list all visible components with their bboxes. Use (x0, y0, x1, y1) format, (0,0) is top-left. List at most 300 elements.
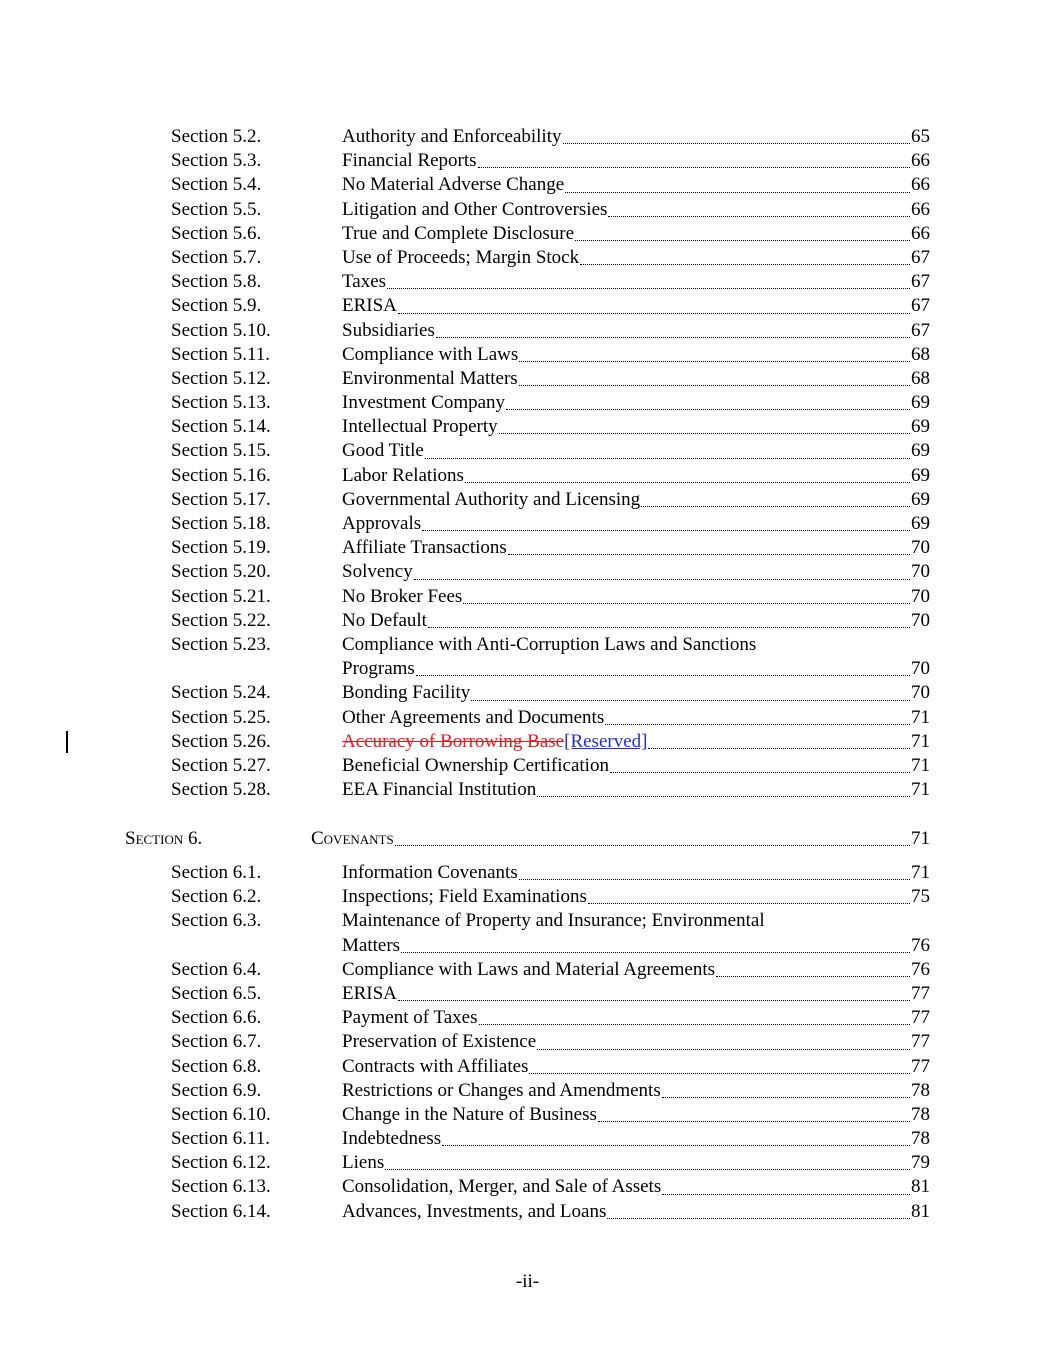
toc-entry-number: Section 6.1. (171, 862, 262, 883)
toc-entry-title: Compliance with Laws and Material Agreements (342, 958, 716, 980)
dot-leader (425, 457, 910, 459)
dot-leader (607, 1217, 910, 1219)
toc-entry-title-block (342, 1200, 930, 1224)
dot-leader (529, 1072, 910, 1074)
toc-entry-page: 81 (911, 1176, 930, 1198)
toc-entry-number: Section 5.5. (171, 198, 262, 220)
toc-entry[interactable] (0, 1079, 1055, 1103)
toc-entry-title-block (342, 367, 930, 391)
dot-leader (641, 505, 910, 507)
toc-entry-number: Section 5.11. (171, 343, 271, 365)
toc-entry[interactable] (0, 585, 1055, 609)
toc-entry[interactable] (0, 125, 1055, 149)
toc-entry-title: Governmental Authority and Licensing (342, 488, 641, 510)
toc-entry-number: Section 5.12. (171, 367, 271, 389)
toc-section-6-list (0, 861, 1055, 1224)
toc-entry-page: 69 (911, 440, 930, 462)
toc-entry[interactable] (0, 343, 1055, 367)
dot-leader (716, 975, 910, 977)
toc-entry-title-line (342, 1030, 930, 1054)
toc-entry-title-block (342, 1030, 930, 1054)
toc-entry-number: Section 6.5. (171, 982, 262, 1004)
toc-entry-title-line (342, 657, 930, 681)
toc-entry-title-line (342, 1200, 930, 1224)
page-footer-number: -ii- (515, 1271, 540, 1292)
toc-entry-page: 78 (911, 1079, 930, 1101)
toc-entry-title-block (342, 1006, 930, 1030)
toc-entry-page: 77 (911, 982, 930, 1004)
toc-entry-page: 81 (911, 1200, 930, 1222)
toc-entry-title-block (342, 681, 930, 705)
toc-entry[interactable] (0, 222, 1055, 246)
toc-entry-number: Section 5.24. (171, 682, 271, 704)
toc-entry-number: Section 5.25. (171, 706, 271, 728)
toc-entry-title: Indebtedness (342, 1128, 442, 1150)
toc-entry-page: 71 (911, 862, 930, 883)
section-6-page: 71 (911, 828, 930, 849)
toc-entry-title-line (342, 246, 930, 270)
toc-entry-number: Section 5.4. (171, 174, 262, 196)
toc-entry-page: 78 (911, 1128, 930, 1150)
toc-entry-title-line (342, 681, 930, 705)
toc-entry[interactable] (0, 1030, 1055, 1054)
toc-entry-title-line (342, 1103, 930, 1127)
toc-entry-title: Restrictions or Changes and Amendments (342, 1079, 661, 1101)
dot-leader (563, 142, 911, 144)
inserted-text: [Reserved] (564, 730, 648, 752)
toc-entry[interactable] (0, 1151, 1055, 1175)
toc-entry-title-line (342, 1055, 930, 1079)
toc-entry-title-block (342, 512, 930, 536)
section-6-title: Covenants (311, 828, 394, 849)
toc-entry-title-continued: Matters (342, 934, 401, 956)
toc-entry-page: 67 (911, 295, 930, 317)
toc-entry-title: Intellectual Property (342, 416, 498, 438)
toc-entry-page: 68 (911, 343, 930, 365)
toc-entry-title-line (342, 706, 930, 730)
dot-leader (610, 771, 910, 773)
dot-leader (565, 191, 910, 193)
toc-entry-title: Financial Reports (342, 150, 477, 172)
deleted-text: Accuracy of Borrowing Base (342, 730, 565, 752)
toc-entry-page: 69 (911, 488, 930, 510)
toc-entry-page: 71 (911, 706, 930, 728)
toc-entry-number: Section 5.19. (171, 537, 271, 559)
toc-entry-title-block (342, 861, 930, 885)
toc-entry-page: 79 (911, 1152, 930, 1174)
toc-entry-title-line (342, 560, 930, 584)
toc-entry-title-line (342, 464, 930, 488)
toc-entry-title-block (342, 222, 930, 246)
toc-entry-number: Section 6.13. (171, 1176, 271, 1198)
dot-leader (519, 384, 910, 386)
toc-entry-title-line (342, 585, 930, 609)
toc-entry-title: Environmental Matters (342, 367, 518, 389)
toc-entry-title-block (342, 536, 930, 560)
toc-entry-title-block (342, 982, 930, 1006)
dot-leader (442, 1144, 910, 1146)
toc-entry-title: True and Complete Disclosure (342, 222, 575, 244)
toc-entry-title-block (342, 343, 930, 367)
dot-leader (401, 951, 910, 953)
toc-entry-page: 66 (911, 150, 930, 172)
dot-leader (465, 481, 910, 483)
toc-entry-title-line (342, 512, 930, 536)
toc-entry-title: Use of Proceeds; Margin Stock (342, 246, 580, 268)
dot-leader (387, 287, 910, 289)
toc-entry-page: 66 (911, 222, 930, 244)
toc-entry-title-line (342, 1006, 930, 1030)
toc-entry[interactable] (0, 1175, 1055, 1199)
toc-entry-title-block (342, 198, 930, 222)
toc-entry-title-block (342, 778, 930, 802)
toc-entry-title: ERISA (342, 982, 397, 1004)
toc-entry[interactable] (0, 198, 1055, 222)
toc-entry[interactable] (0, 246, 1055, 270)
toc-entry-page: 77 (911, 1055, 930, 1077)
dot-leader (580, 263, 910, 265)
toc-entry-number: Section 5.6. (171, 222, 262, 244)
toc-entry-title-line (342, 861, 930, 885)
toc-entry-title-block (342, 464, 930, 488)
toc-entry[interactable] (0, 536, 1055, 560)
toc-entry[interactable] (0, 415, 1055, 439)
toc-entry[interactable] (0, 294, 1055, 318)
toc-entry-title-line (342, 439, 930, 463)
toc-entry-page: 70 (911, 658, 930, 680)
toc-entry-title-line (342, 391, 930, 415)
toc-entry-title: Information Covenants (342, 862, 518, 883)
toc-entry-number: Section 6.14. (171, 1200, 271, 1222)
toc-entry-number: Section 5.23. (171, 633, 271, 655)
toc-entry-title-block (342, 1127, 930, 1151)
toc-entry-title-block (342, 439, 930, 463)
dot-leader (414, 578, 910, 580)
toc-entry-title-block (342, 585, 930, 609)
toc-entry-title-block (342, 270, 930, 294)
dot-leader (605, 723, 910, 725)
toc-entry-title-block (342, 125, 930, 149)
toc-entry-title-line (342, 270, 930, 294)
toc-entry-page: 75 (911, 886, 930, 908)
dot-leader (598, 1120, 910, 1122)
toc-entry[interactable] (0, 1127, 1055, 1151)
toc-entry-title-line (342, 536, 930, 560)
toc-entry-number: Section 6.11. (171, 1128, 271, 1150)
toc-entry-title: No Material Adverse Change (342, 174, 565, 196)
toc-entry-title-line (342, 982, 930, 1006)
toc-entry[interactable] (0, 149, 1055, 173)
toc-entry-title: Consolidation, Merger, and Sale of Assets (342, 1176, 662, 1198)
toc-entry-page: 69 (911, 416, 930, 438)
toc-entry-page: 76 (911, 958, 930, 980)
dot-leader (519, 360, 910, 362)
dot-leader (428, 626, 910, 628)
toc-entry-title-line (342, 294, 930, 318)
toc-entry[interactable] (0, 439, 1055, 463)
toc-entry-page: 71 (911, 754, 930, 776)
toc-entry-title-block (342, 173, 930, 197)
toc-entry-title: Authority and Enforceability (342, 126, 562, 147)
toc-section-6-heading[interactable] (0, 827, 1055, 851)
dot-leader (385, 1168, 910, 1170)
dot-leader (436, 336, 910, 338)
toc-entry-title-block (342, 633, 930, 681)
toc-entry-page: 66 (911, 174, 930, 196)
toc-entry-title: Bonding Facility (342, 682, 471, 704)
toc-entry-number: Section 6.3. (171, 910, 262, 932)
toc-entry-title-block (342, 1175, 930, 1199)
toc-entry-number: Section 6.2. (171, 886, 262, 908)
toc-entry-page: 67 (911, 319, 930, 341)
toc-entry-title-line (342, 609, 930, 633)
toc-entry-title-line (342, 1175, 930, 1199)
toc-entry-title-block (342, 730, 930, 754)
toc-entry-title-block (342, 609, 930, 633)
toc-entry-number: Section 6.8. (171, 1055, 262, 1077)
dot-leader (422, 529, 910, 531)
toc-entry-number: Section 5.15. (171, 440, 271, 462)
toc-entry-number: Section 5.8. (171, 271, 262, 293)
dot-leader (537, 1048, 910, 1050)
toc-entry-title-block (342, 754, 930, 778)
toc-entry-title: Beneficial Ownership Certification (342, 754, 609, 776)
toc-entry[interactable] (0, 633, 1055, 681)
toc-entry-page: 70 (911, 682, 930, 704)
toc-entry-page: 70 (911, 537, 930, 559)
toc-entry[interactable] (0, 754, 1055, 778)
toc-entry[interactable] (0, 778, 1055, 802)
toc-entry-page: 69 (911, 464, 930, 486)
toc-entry-number: Section 5.22. (171, 609, 271, 631)
toc-entry-title: Approvals (342, 513, 422, 534)
toc-entry[interactable] (0, 982, 1055, 1006)
toc-entry[interactable] (0, 909, 1055, 957)
toc-entry-page: 77 (911, 1007, 930, 1029)
dot-leader (588, 902, 910, 904)
toc-entry-number: Section 5.20. (171, 561, 271, 583)
toc-entry-page: 77 (911, 1031, 930, 1053)
toc-entry[interactable] (0, 270, 1055, 294)
toc-entry[interactable] (0, 609, 1055, 633)
toc-entry-title-line (342, 149, 930, 173)
toc-entry-title: Compliance with Laws (342, 343, 519, 365)
toc-entry[interactable] (0, 1055, 1055, 1079)
toc-entry-title-block (342, 885, 930, 909)
toc-entry[interactable] (0, 464, 1055, 488)
toc-entry-title-block (342, 319, 930, 343)
dot-leader (519, 878, 910, 880)
dot-leader (463, 602, 910, 604)
toc-entry-page: 67 (911, 246, 930, 268)
toc-entry-title: Good Title (342, 440, 424, 462)
toc-entry-page: 69 (911, 513, 930, 534)
toc-entry-page: 70 (911, 561, 930, 583)
dot-leader (398, 312, 910, 314)
toc-entry[interactable] (0, 1006, 1055, 1030)
toc-entry-number: Section 5.27. (171, 754, 271, 776)
toc-entry-title-line (342, 730, 930, 754)
toc-entry[interactable] (0, 173, 1055, 197)
toc-entry-page: 68 (911, 367, 930, 389)
dot-leader (662, 1193, 910, 1195)
toc-entry[interactable] (0, 1103, 1055, 1127)
toc-entry-title-block (342, 415, 930, 439)
toc-entry-title-block (342, 488, 930, 512)
toc-section-5-list (0, 125, 1055, 802)
toc-entry-title-revision (342, 730, 647, 754)
toc-entry-title-line (342, 488, 930, 512)
toc-entry-title-line (342, 125, 930, 149)
toc-entry[interactable] (0, 706, 1055, 730)
toc-entry-title: Payment of Taxes (342, 1007, 478, 1029)
toc-entry[interactable] (0, 367, 1055, 391)
toc-entry-number: Section 6.10. (171, 1103, 271, 1125)
toc-entry-title: Contracts with Affiliates (342, 1055, 529, 1077)
toc-entry-title-block (342, 1103, 930, 1127)
dot-leader (648, 747, 910, 749)
toc-entry-title-block (342, 149, 930, 173)
toc-entry-title-line (342, 778, 930, 802)
toc-entry-title: EEA Financial Institution (342, 779, 537, 801)
toc-entry-number: Section 5.13. (171, 392, 271, 414)
dot-leader (479, 1023, 910, 1025)
toc-entry-title-line (342, 343, 930, 367)
toc-entry[interactable] (0, 488, 1055, 512)
toc-entry-page: 67 (911, 271, 930, 293)
dot-leader (537, 795, 910, 797)
toc-entry-title: Maintenance of Property and Insurance; Environmental (342, 910, 765, 932)
toc-entry-title: Investment Company (342, 392, 506, 414)
toc-entry-title-line (342, 1127, 930, 1151)
toc-entry-number: Section 6.12. (171, 1152, 271, 1174)
section-6-number: Section 6. (125, 828, 203, 849)
toc-entry-page: 71 (911, 730, 930, 752)
toc-entry-number: Section 5.26. (171, 730, 271, 752)
dot-leader (506, 408, 910, 410)
toc-entry-title: Preservation of Existence (342, 1031, 537, 1053)
toc-entry-title-block (342, 1151, 930, 1175)
toc-entry-title: Taxes (342, 271, 387, 293)
toc-entry-number: Section 5.9. (171, 295, 262, 317)
toc-entry-number: Section 6.4. (171, 958, 262, 980)
toc-entry-page: 66 (911, 198, 930, 220)
toc-entry-title-block (342, 294, 930, 318)
dot-leader (508, 553, 910, 555)
dot-leader (662, 1096, 910, 1098)
toc-entry[interactable] (0, 861, 1055, 885)
toc-entry-title: Compliance with Anti-Corruption Laws and Sanctions (342, 633, 757, 655)
toc-entry[interactable] (0, 391, 1055, 415)
toc-entry[interactable] (0, 512, 1055, 536)
toc-entry-title-line (342, 633, 930, 657)
toc-entry-title-line (342, 222, 930, 246)
toc-entry-title-block (342, 560, 930, 584)
toc-entry-number: Section 6.6. (171, 1007, 262, 1029)
toc-entry-page: 71 (911, 779, 930, 801)
toc-entry-number: Section 5.21. (171, 585, 271, 607)
toc-entry-title-line (342, 319, 930, 343)
toc-entry-title-block (342, 909, 930, 957)
toc-entry-number: Section 6.9. (171, 1079, 262, 1101)
toc-entry-title-block (342, 246, 930, 270)
toc-entry-title-continued: Programs (342, 658, 415, 680)
toc-entry-title-block (342, 958, 930, 982)
toc-entry-title-line (342, 1151, 930, 1175)
toc-entry-title-block (342, 706, 930, 730)
toc-entry-number: Section 5.2. (171, 126, 262, 147)
toc-entry-page: 65 (911, 126, 930, 147)
toc-entry-title-line (342, 415, 930, 439)
toc-entry-title-line (342, 958, 930, 982)
toc-entry-title-block (342, 1079, 930, 1103)
toc-entry-page: 70 (911, 585, 930, 607)
toc-entry-number: Section 5.28. (171, 779, 271, 801)
toc-entry-title: Litigation and Other Controversies (342, 198, 608, 220)
toc-entry[interactable] (0, 319, 1055, 343)
toc-entry-title: Advances, Investments, and Loans (342, 1200, 607, 1222)
toc-entry-number: Section 5.16. (171, 464, 271, 486)
toc-entry-title-line (342, 1079, 930, 1103)
dot-leader (398, 999, 910, 1001)
toc-entry-title-block (342, 391, 930, 415)
toc-entry-title-line (342, 367, 930, 391)
toc-entry-title: Labor Relations (342, 464, 464, 486)
toc-entry-page: 69 (911, 392, 930, 414)
toc-entry-number: Section 5.10. (171, 319, 271, 341)
toc-entry-title: Other Agreements and Documents (342, 706, 605, 728)
toc-entry[interactable] (0, 730, 1055, 754)
dot-leader (575, 239, 910, 241)
toc-entry-title-line (342, 909, 930, 933)
toc-entry-title-line (342, 173, 930, 197)
toc-entry-number: Section 5.3. (171, 150, 262, 172)
toc-entry-title: Affiliate Transactions (342, 537, 507, 559)
toc-entry-page: 78 (911, 1103, 930, 1125)
toc-entry-title: Subsidiaries (342, 319, 435, 341)
toc-entry-page: 70 (911, 609, 930, 631)
dot-leader (478, 166, 910, 168)
toc-entry-title: No Default (342, 609, 427, 631)
toc-entry-title-line (342, 934, 930, 958)
toc-entry-number: Section 5.7. (171, 246, 262, 268)
dot-leader (608, 215, 910, 217)
toc-entry-title: No Broker Fees (342, 585, 463, 607)
toc-entry-number: Section 5.14. (171, 416, 271, 438)
toc-entry[interactable] (0, 1200, 1055, 1224)
dot-leader (395, 844, 910, 846)
toc-entry-title-line (342, 198, 930, 222)
toc-entry-number: Section 5.18. (171, 513, 271, 534)
toc-entry-title-line (342, 754, 930, 778)
toc-entry[interactable] (0, 885, 1055, 909)
toc-entry[interactable] (0, 958, 1055, 982)
dot-leader (416, 674, 910, 676)
toc-entry-title: Change in the Nature of Business (342, 1103, 597, 1125)
toc-entry-number: Section 6.7. (171, 1031, 262, 1053)
toc-entry[interactable] (0, 560, 1055, 584)
toc-entry-title-line (342, 885, 930, 909)
toc-entry-title: ERISA (342, 295, 397, 317)
toc-entry-title: Solvency (342, 561, 413, 583)
dot-leader (499, 432, 910, 434)
dot-leader (471, 699, 910, 701)
toc-entry-title-block (342, 1055, 930, 1079)
toc-entry-page: 76 (911, 934, 930, 956)
toc-entry-title: Liens (342, 1152, 385, 1174)
toc-entry-number: Section 5.17. (171, 488, 271, 510)
toc-entry[interactable] (0, 681, 1055, 705)
